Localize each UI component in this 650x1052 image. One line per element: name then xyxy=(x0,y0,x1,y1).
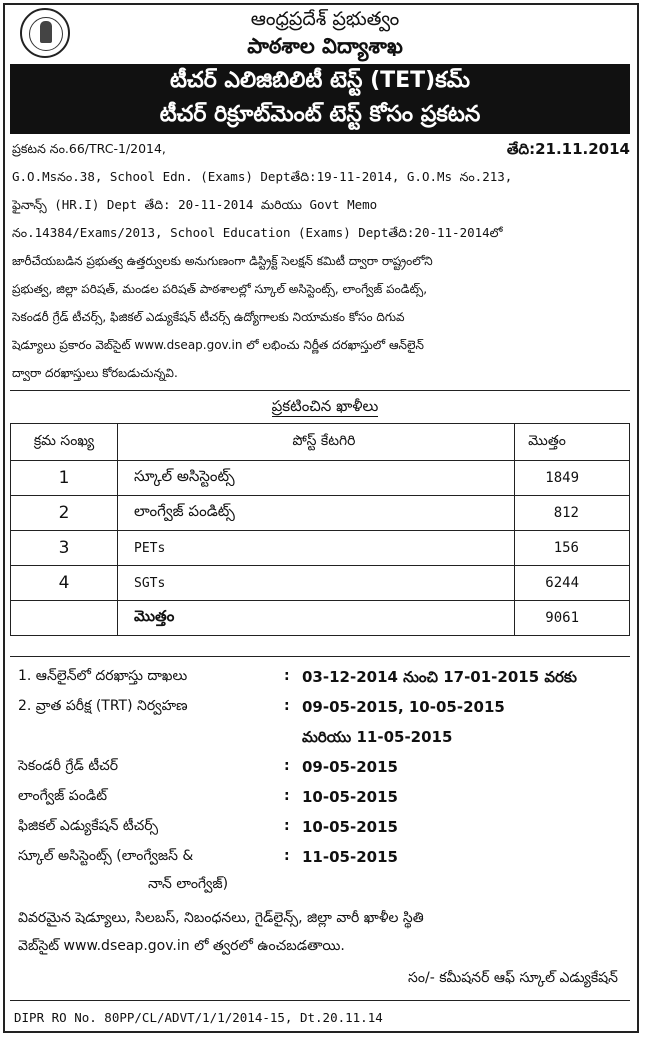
table-header-row xyxy=(11,424,630,461)
table-row xyxy=(11,531,630,566)
schedule-label: స్కూల్ అసిస్టెంట్స్ (లాంగ్వేజస్ & xyxy=(18,848,194,864)
notification-line: ఫైనాన్స్ (HR.I) Dept తేది: 20-11-2014 మరియు Govt Memo xyxy=(12,197,378,212)
divider xyxy=(10,390,630,391)
header-category: పోస్ట్ కేటగిరి xyxy=(118,424,515,461)
row-sno: 2 xyxy=(11,496,118,531)
state-government-title: ఆంధ్రప్రదేశ్ ప్రభుత్వం xyxy=(250,8,400,30)
schedule-value: 11-05-2015 xyxy=(302,848,398,866)
schedule-label: 2. వ్రాత పరీక్ష (TRT) నిర్వహణ xyxy=(18,698,188,714)
divider xyxy=(10,1000,630,1001)
schedule-label: లాంగ్వేజ్ పండిట్ xyxy=(18,788,108,804)
notification-line: ప్రభుత్వ, జిల్లా పరిషత్, మండల పరిషత్ పాఠశాలల్లో స్కూల్ అసిస్టెంట్స్, లాంగ్వేజ్ పండిట్స్, xyxy=(12,282,428,296)
notification-line: ద్వారా దరఖాస్తులు కోరబడుచున్నవి. xyxy=(12,366,178,380)
notification-ref-line xyxy=(12,138,630,160)
notification-date: తేది:21.11.2014 xyxy=(506,140,630,158)
divider xyxy=(10,656,630,657)
schedule-label: ఫిజికల్ ఎడ్యుకేషన్ టీచర్స్ xyxy=(18,818,159,834)
notification-line: నం.14384/Exams/2013, School Education (Exams) Deptతేది:20-11-2014లో xyxy=(12,225,503,240)
schedule-value: 09-05-2015, 10-05-2015 xyxy=(302,698,505,716)
table-total-row xyxy=(11,601,630,636)
row-sno: 1 xyxy=(11,461,118,496)
notification-line: G.O.Msనం.38, School Edn. (Exams) Deptతేది:19-11-2014, G.O.Ms నం.213, xyxy=(12,169,513,184)
row-category: PETs xyxy=(118,531,515,566)
table-row xyxy=(11,566,630,601)
footer-line: వెబ్‌సైట్ www.dseap.gov.in లో త్వరలో ఉంచబడతాయి. xyxy=(18,938,345,954)
header-sno: క్రమ సంఖ్య xyxy=(11,424,118,461)
row-total: 1849 xyxy=(515,461,630,496)
row-category: SGTs xyxy=(118,566,515,601)
row-sno xyxy=(11,601,118,636)
schedule-label: సెకండరీ గ్రేడ్ టీచర్ xyxy=(18,758,119,774)
row-total: 156 xyxy=(515,531,630,566)
title-banner xyxy=(10,64,630,134)
notification-line: సెకండరీ గ్రేడ్ టీచర్స్, ఫిజికల్ ఎడ్యుకేషన్ టీచర్స్ ఉద్యోగాలకు నియామకం కోసం దిగువ xyxy=(12,310,405,324)
notification-line: జారీచేయబడిన ప్రభుత్వ ఉత్తర్వులకు అనుగుణంగా డిస్ట్రిక్ట్ సెలక్షన్ కమిటీ ద్వారా రాష్ట్రంలోని xyxy=(12,254,433,268)
row-total: 812 xyxy=(515,496,630,531)
schedule-value: 10-05-2015 xyxy=(302,818,398,836)
table-row xyxy=(11,461,630,496)
schedule-value: 03-12-2014 నుంచి 17-01-2015 వరకు xyxy=(302,668,577,686)
table-row xyxy=(11,496,630,531)
row-category: లాంగ్వేజ్ పండిట్స్ xyxy=(118,496,515,531)
schedule-value: 10-05-2015 xyxy=(302,788,398,806)
row-sno: 4 xyxy=(11,566,118,601)
row-category: స్కూల్ అసిస్టెంట్స్ xyxy=(118,461,515,496)
schedule-label: 1. ఆన్‌లైన్‌లో దరఖాస్తు దాఖలు xyxy=(18,668,188,684)
schedule-value: 09-05-2015 xyxy=(302,758,398,776)
dipr-reference: DIPR RO No. 80PP/CL/ADVT/1/1/2014-15, Dt.20.11.14 xyxy=(14,1010,383,1025)
row-category: మొత్తం xyxy=(118,601,515,636)
notification-line: షెడ్యూలు ప్రకారం వెబ్‌సైట్ www.dseap.gov.in లో లభించు నిర్ణీత దరఖాస్తులో ఆన్‌లైన్ xyxy=(12,338,424,352)
schedule-value: మరియు 11-05-2015 xyxy=(302,728,453,746)
row-total: 9061 xyxy=(515,601,630,636)
banner-line-2: టీచర్ రిక్రూట్‌మెంట్ టెస్ట్ కోసం ప్రకటన xyxy=(159,102,481,127)
vacancies-table xyxy=(10,423,630,636)
department-title: పాఠశాల విద్యాశాఖ xyxy=(247,34,403,58)
vacancies-title: ప్రకటించిన ఖాళీలు xyxy=(271,397,379,415)
footer-line: వివరమైన షెడ్యూలు, సిలబస్, నిబంధనలు, గైడ్‌లైన్స్, జిల్లా వారీ ఖాళీల స్థితి xyxy=(18,910,424,926)
notification-ref: ప్రకటన నం.66/TRC-1/2014, xyxy=(12,141,166,156)
row-total: 6244 xyxy=(515,566,630,601)
signature: సం/- కమీషనర్ ఆఫ్ స్కూల్ ఎడ్యుకేషన్ xyxy=(408,970,618,986)
header-total: మొత్తం xyxy=(515,424,630,461)
banner-line-1: టీచర్ ఎలిజిబిలిటీ టెస్ట్ (TET)కమ్ xyxy=(170,68,470,93)
row-sno: 3 xyxy=(11,531,118,566)
schedule-label: నాన్ లాంగ్వేజ్) xyxy=(148,876,229,892)
